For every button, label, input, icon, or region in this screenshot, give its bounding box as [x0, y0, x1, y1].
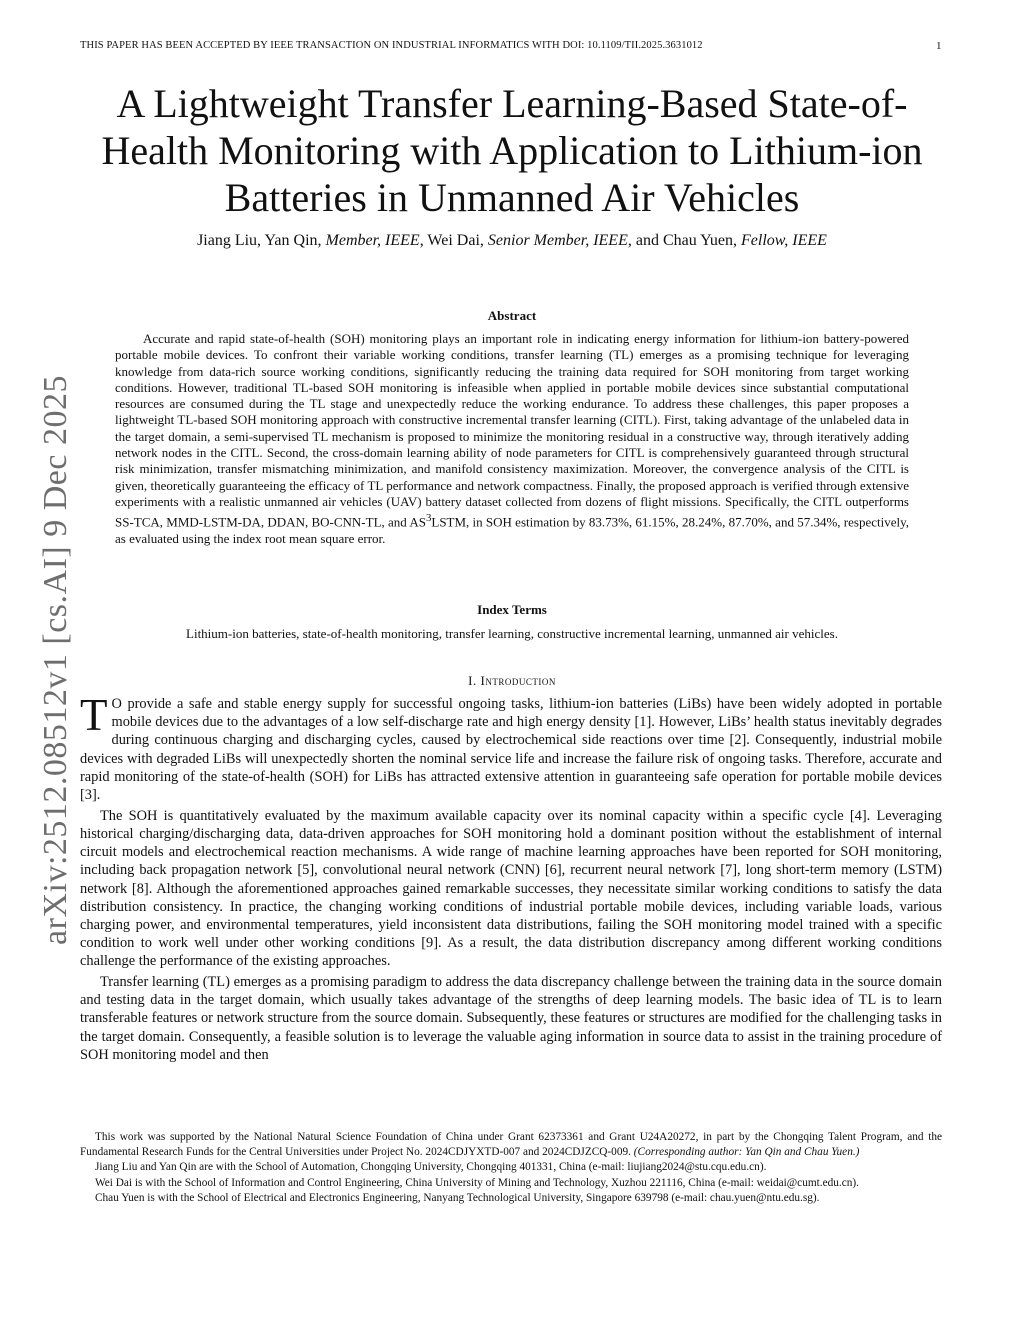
author-list: [80, 232, 944, 250]
abstract-superscript: 3: [425, 512, 432, 525]
paper-title: A Lightweight Transfer Learning-Based State-of-Health Monitoring with Application to Lithium-ion Batteries in Unmanned Air Vehicles: [101, 81, 923, 220]
footnote-funding: [80, 1130, 942, 1159]
footnote-affiliation-1: Jiang Liu and Yan Qin are with the School of Automation, Chongqing University, Chongqing 401331, China (e-mail: liujiang2024@stu.cqu.edu.cn).: [95, 1161, 767, 1173]
running-head: THIS PAPER HAS BEEN ACCEPTED BY IEEE TRANSACTION ON INDUSTRIAL INFORMATICS WITH DOI: 10.1109/TII.2025.3631012: [80, 40, 703, 51]
footnotes: [80, 1130, 942, 1207]
paragraph-2: The SOH is quantitatively evaluated by the maximum available capacity over its nominal capacity within a specific cycle [4]. Leveraging historical charging/discharging data, data-driven approaches for SOH monitoring hold a dominant position without the establishment of internal circuit models and electrochemical reaction mechanisms. A wide range of machine learning approaches have been reported for SOH monitoring, including back propagation network [5], convolutional neural network (CNN) [6], recurrent neural network [7], long short-term memory (LSTM) network [8]. Although the aforementioned approaches gained remarkable successes, they necessitate similar working conditions to satisfy the data distribution consistency. In practice, the changing working conditions of industrial portable mobile devices, including variable loads, various charging power, and environmental temperatures, yield inconsistent data distributions, failing the SOH monitoring model trained with a specific condition to work well under other working conditions [9]. As a result, the data distribution discrepancy among different working conditions challenge the performance of the existing approaches.: [80, 807, 942, 970]
page-number: 1: [936, 40, 942, 52]
abstract-text: [115, 331, 909, 547]
author-names-1: Jiang Liu, Yan Qin,: [197, 232, 326, 249]
author-membership-1: Member, IEEE: [325, 232, 420, 249]
arxiv-identifier-stamp: arXiv:2512.08512v1 [cs.AI] 9 Dec 2025: [37, 375, 74, 945]
footnote-affiliation-2: Wei Dai is with the School of Information and Control Engineering, China University of Mining and Technology, Xuzhou 221116, China (e-mail: weidai@cumt.edu.cn).: [95, 1176, 859, 1189]
abstract-body-end: LSTM, in SOH estimation by 83.73%, 61.15%, 28.24%, 87.70%, and 57.34%, respectively, as evaluated using the index root mean square error.: [115, 514, 910, 546]
section-heading-introduction: [80, 673, 944, 689]
footnote-funding-text: This work was supported by the National Natural Science Foundation of China under Grant 62373361 and Grant U24A20272, in part by the Chongqing Talent Program, and the Fundamental Research Funds for the Central Universities under Project No. 2024CDJYXTD-007 and 2024CDJZCQ-009.: [80, 1131, 942, 1158]
drop-cap: T: [80, 690, 108, 740]
paragraph-3: Transfer learning (TL) emerges as a promising paradigm to address the data discrepancy challenge between the training data in the source domain and testing data in the target domain, which usually takes advantage of the strengths of deep learning models. The basic idea of TL is to learn transferable features or network structure from the source domain. Subsequently, these features or structures are modified for the challenging tasks in the target domain. Consequently, a feasible solution is to leverage the valuable aging information in source data to assist in the training procedure of SOH monitoring model and then: [80, 974, 942, 1063]
section-title: Introduction: [480, 673, 556, 688]
abstract-heading: Abstract: [487, 308, 537, 323]
section-numeral: I.: [468, 673, 481, 688]
index-terms-text: Lithium-ion batteries, state-of-health monitoring, transfer learning, constructive incremental learning, unmanned air vehicles.: [186, 626, 838, 641]
author-names-2: , Wei Dai,: [419, 232, 488, 249]
paragraph-1-text: O provide a safe and stable energy supply for successful ongoing tasks, lithium-ion batteries (LiBs) have been widely adopted in portable mobile devices due to the advantages of a low self-discharge rate and high energy density [1]. However, LiBs’ health status inevitably degrades during continuous charging and discharging cycles, caused by electrochemical side reactions over time [2]. Consequently, industrial mobile devices with degraded LiBs will unexpectedly shorten the nominal service life and increase the failure risk of ongoing tasks. Therefore, accurate and rapid monitoring of the state-of-health (SOH) for LiBs has attracted extensive attention in guaranteeing safe operation for portable mobile devices [3].: [80, 696, 942, 804]
abstract-body: Accurate and rapid state-of-health (SOH) monitoring plays an important role in indicating energy information for lithium-ion battery-powered portable mobile devices. To confront their variable working conditions, transfer learning (TL) emerges as a promising technique for leveraging knowledge from data-rich source working conditions, significantly reducing the training data required for SOH monitoring from target working conditions. However, traditional TL-based SOH monitoring is infeasible when applied in portable mobile devices since substantial computational resources are consumed during the TL stage and unexpectedly reduce the working endurance. To address these challenges, this paper proposes a lightweight TL-based SOH monitoring approach with constructive incremental transfer learning (CITL). First, taking advantage of the unlabeled data in the target domain, a semi-supervised TL mechanism is proposed to minimize the monitoring residual in a constructive way, through iteratively adding network nodes in the CITL. Second, the cross-domain learning ability of node parameters for CITL is comprehensively guaranteed through structural risk minimization, transfer mismatching minimization, and manifold consistency maximization. Moreover, the convergence analysis of the CITL is given, theoretically guaranteeing the efficacy of TL performance and network compactness. Finally, the proposed approach is verified through extensive experiments with a realistic unmanned air vehicles (UAV) battery dataset collected from dozens of flight missions. Specifically, the CITL outperforms SS-TCA, MMD-LSTM-DA, DDAN, BO-CNN-TL, and AS: [115, 331, 909, 530]
paragraph-1: [80, 690, 942, 804]
index-terms-heading: Index Terms: [477, 602, 547, 617]
footnote-corresponding: (Corresponding author: Yan Qin and Chau Yuen.): [633, 1145, 860, 1158]
author-membership-3: Fellow, IEEE: [741, 232, 827, 249]
author-names-3: , and Chau Yuen,: [627, 232, 742, 249]
footnote-affiliation-3: Chau Yuen is with the School of Electrical and Electronics Engineering, Nanyang Technological University, Singapore 639798 (e-mail: chau.yuen@ntu.edu.sg).: [95, 1192, 820, 1204]
body-text: [80, 690, 942, 1067]
author-membership-2: Senior Member, IEEE: [487, 232, 628, 249]
